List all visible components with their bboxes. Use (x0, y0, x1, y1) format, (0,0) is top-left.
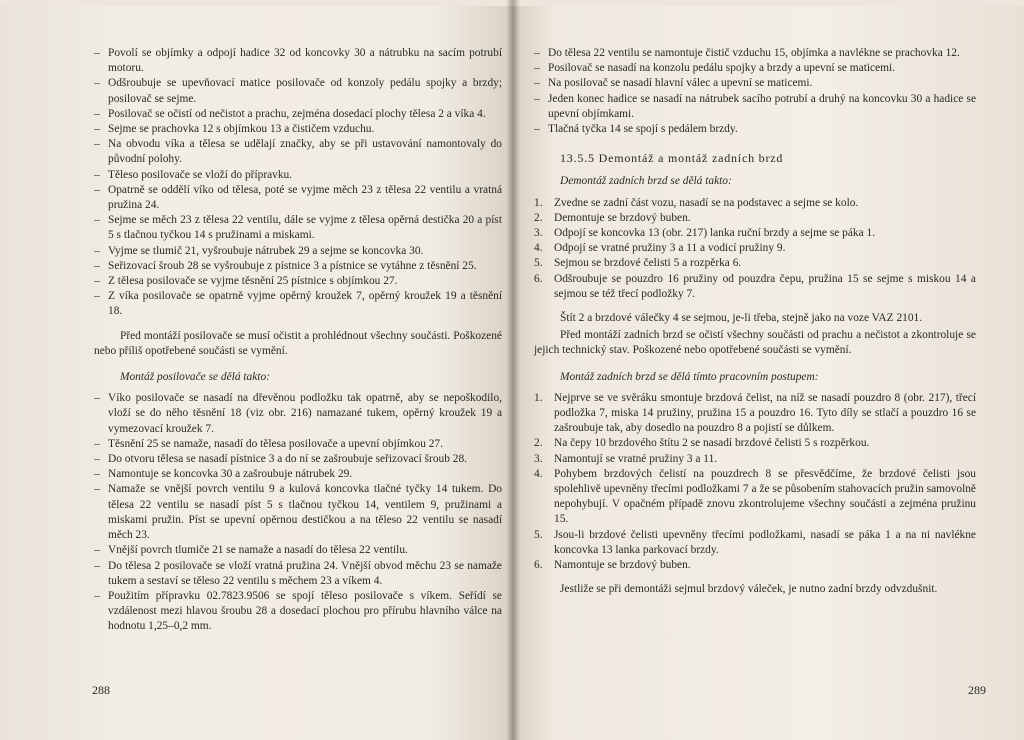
list-item: – Posilovač se očistí od nečistot a prachu, zejména dosedací plochy tělesa 2 a víka 4. (94, 107, 502, 122)
right-subheading-2: Montáž zadních brzd se dělá tímto pracovním postupem: (560, 370, 819, 383)
numbered-step (534, 452, 976, 467)
list-item: – Do tělesa 2 posilovače se vloží vratná pružina 24. Vnější obvod měchu 23 se namaže tukem a sestaví se těleso 22 ventilu s měchem 23 a víkem 4. (94, 559, 502, 589)
step-text: Namontují se vratné pružiny 3 a 11. (554, 452, 718, 465)
list-item: – Víko posilovače se nasadí na dřevěnou podložku tak opatrně, aby se nepoškodilo, vloží se do něho těsnění 18 (viz obr. 216) namazané tukem, opěrný kroužek 19 a vymezovací kroužek 7. (94, 391, 502, 437)
list-item: – Sejme se měch 23 z tělesa 22 ventilu, dále se vyjme z tělesa opěrná destička 20 a píst 5 s tlačnou tyčkou 14 s pružinami a miskami. (94, 213, 502, 243)
step-number: 2. (534, 437, 543, 450)
step-text: Pohybem brzdových čelistí na pouzdrech 8 se přesvědčíme, že brzdové čelisti jsou spolehlivě upevněny třecími podložkami 7 a že se působením stahovacích pružin samovolně nepohybují. V opačném případě znovu zkontrolujeme všechny součásti a zejména pružinu 15. (554, 467, 976, 526)
list-item: – Posilovač se nasadí na konzolu pedálu spojky a brzdy a upevní se maticemi. (534, 61, 976, 76)
list-item: – Seřizovací šroub 28 se vyšroubuje z pístnice 3 a pístnice se vytáhne z těsnění 25. (94, 259, 502, 274)
numbered-step (534, 241, 976, 256)
list-item: – Povolí se objímky a odpojí hadice 32 od koncovky 30 a nátrubku na sacím potrubí motoru. (94, 46, 502, 76)
step-number: 4. (534, 467, 543, 480)
right-paragraph-1: Štít 2 a brzdové válečky 4 se sejmou, je-li třeba, stejně jako na voze VAZ 2101. (560, 312, 923, 325)
right-page (512, 6, 1024, 740)
step-text: Odpojí se vratné pružiny 3 a 11 a vodicí pružiny 9. (554, 242, 786, 255)
numbered-step (534, 558, 976, 573)
numbered-step (534, 256, 976, 271)
step-number: 6. (534, 272, 543, 285)
step-number: 2. (534, 211, 543, 224)
list-item: – Opatrně se oddělí víko od tělesa, poté se vyjme měch 23 z tělesa 22 ventilu a vratná pružina 24. (94, 183, 502, 213)
right-subheading-1: Demontáž zadních brzd se dělá takto: (560, 175, 732, 188)
list-item: – Sejme se prachovka 12 s objímkou 13 a čističem vzduchu. (94, 122, 502, 137)
list-item: – Použitím přípravku 02.7823.9506 se spojí těleso posilovače s víkem. Seřídí se vzdálenost mezi hlavou šroubu 28 a dosedací plochou pro přírubu hlavního válce na hodnotu 1,25–0,2 mm. (94, 589, 502, 635)
step-number: 3. (534, 452, 543, 465)
left-paragraph: Před montáží posilovače se musí očistit a prohlédnout všechny součásti. Poškozené nebo příliš opotřebené součásti se vymění. (94, 329, 502, 357)
list-item: – Do tělesa 22 ventilu se namontuje čistič vzduchu 15, objímka a navlékne se prachovka 12. (534, 46, 976, 61)
right-paragraph-3: Jestliže se při demontáži sejmul brzdový váleček, je nutno zadní brzdy odvzdušnit. (560, 583, 938, 596)
list-item: – Vyjme se tlumič 21, vyšroubuje nátrubek 29 a sejme se koncovka 30. (94, 244, 502, 259)
book-gutter (506, 0, 520, 740)
list-item: – Namontuje se koncovka 30 a zašroubuje nátrubek 29. (94, 467, 502, 482)
step-text: Odšroubuje se pouzdro 16 pružiny od pouzdra čepu, pružina 15 se sejme s miskou 14 a sejmou se též třecí podložky 7. (554, 272, 976, 300)
right-dash-list (534, 46, 976, 137)
list-item: – Vnější povrch tlumiče 21 se namaže a nasadí do tělesa 22 ventilu. (94, 543, 502, 558)
list-item: – Namaže se vnější povrch ventilu 9 a kulová koncovka tlačné tyčky 14 tukem. Do tělesa 22 ventilu se nasadí píst 5 s tlačnou tyčkou 14, ventilem 9, pružinami a miskami pružin. Píst se upevní opěrnou destičkou a na těleso 22 ventilu se nasadí měch 23. (94, 482, 502, 543)
left-page (0, 6, 512, 740)
step-text: Zvedne se zadní část vozu, nasadí se na podstavec a sejme se kolo. (554, 196, 859, 209)
right-numbered-list-1 (534, 196, 976, 302)
left-dash-list-1 (94, 46, 502, 320)
numbered-step (534, 272, 976, 302)
list-item: – Těsnění 25 se namaže, nasadí do tělesa posilovače a upevní objímkou 27. (94, 437, 502, 452)
step-text: Namontuje se brzdový buben. (554, 559, 691, 572)
left-dash-list-2 (94, 391, 502, 634)
step-number: 5. (534, 257, 543, 270)
numbered-step (534, 211, 976, 226)
step-number: 4. (534, 242, 543, 255)
list-item: – Tlačná tyčka 14 se spojí s pedálem brzdy. (534, 122, 976, 137)
left-text-column (94, 46, 502, 635)
step-number: 1. (534, 196, 543, 209)
step-number: 1. (534, 391, 543, 404)
step-text: Odpojí se koncovka 13 (obr. 217) lanka ruční brzdy a sejme se páka 1. (554, 227, 876, 240)
list-item: – Z víka posilovače se opatrně vyjme opěrný kroužek 7, opěrný kroužek 19 a těsnění 18. (94, 289, 502, 319)
right-numbered-list-2 (534, 391, 976, 573)
list-item: – Těleso posilovače se vloží do přípravku. (94, 168, 502, 183)
step-text: Demontuje se brzdový buben. (554, 211, 691, 224)
numbered-step (534, 391, 976, 437)
list-item: – Z tělesa posilovače se vyjme těsnění 25 pístnice s objímkou 27. (94, 274, 502, 289)
numbered-step (534, 226, 976, 241)
right-paragraph-2: Před montáží zadních brzd se očistí všechny součásti od prachu a nečistot a zkontroluje se jejich technický stav. Poškozené nebo opotřebené součásti se vymění. (534, 329, 976, 357)
page-number-left: 288 (92, 683, 110, 697)
page-number-right: 289 (968, 683, 986, 697)
step-number: 5. (534, 528, 543, 541)
list-item: – Do otvoru tělesa se nasadí pístnice 3 a do ní se zašroubuje seřizovací šroub 28. (94, 452, 502, 467)
step-number: 3. (534, 227, 543, 240)
list-item: – Jeden konec hadice se nasadí na nátrubek sacího potrubí a druhý na koncovku 30 a hadice se upevní objímkami. (534, 92, 976, 122)
list-item: – Na posilovač se nasadí hlavní válec a upevní se maticemi. (534, 76, 976, 91)
step-number: 6. (534, 559, 543, 572)
step-text: Nejprve se ve svěráku smontuje brzdová čelist, na níž se nasadí pouzdro 8 (obr. 217), třecí podložka 7, miska 14 pružiny, pružina 15 a pouzdro 16. Tyto díly se stlačí a pouzdro 16 se zašroubuje tak, aby dosedlo na pouzdro 8 a pojistí se důlkem. (554, 391, 976, 435)
numbered-step (534, 528, 976, 558)
left-subheading: Montáž posilovače se dělá takto: (120, 371, 270, 384)
step-text: Jsou-li brzdové čelisti upevněny třecími podložkami, nasadí se páka 1 a na ni navlékne koncovka 13 lanka parkovací brzdy. (554, 528, 976, 556)
numbered-step (534, 196, 976, 211)
numbered-step (534, 467, 976, 528)
numbered-step (534, 436, 976, 451)
step-text: Na čepy 10 brzdového štítu 2 se nasadí brzdové čelisti 5 s rozpěrkou. (554, 437, 870, 450)
list-item: – Na obvodu víka a tělesa se udělají značky, aby se při ustavování namontovaly do původní polohy. (94, 137, 502, 167)
right-text-column (534, 46, 976, 598)
step-text: Sejmou se brzdové čelisti 5 a rozpěrka 6. (554, 257, 742, 270)
section-heading: 13.5.5 Demontáž a montáž zadních brzd (560, 151, 784, 166)
list-item: – Odšroubuje se upevňovací matice posilovače od konzoly pedálu spojky a brzdy; posilovač se sejme. (94, 76, 502, 106)
